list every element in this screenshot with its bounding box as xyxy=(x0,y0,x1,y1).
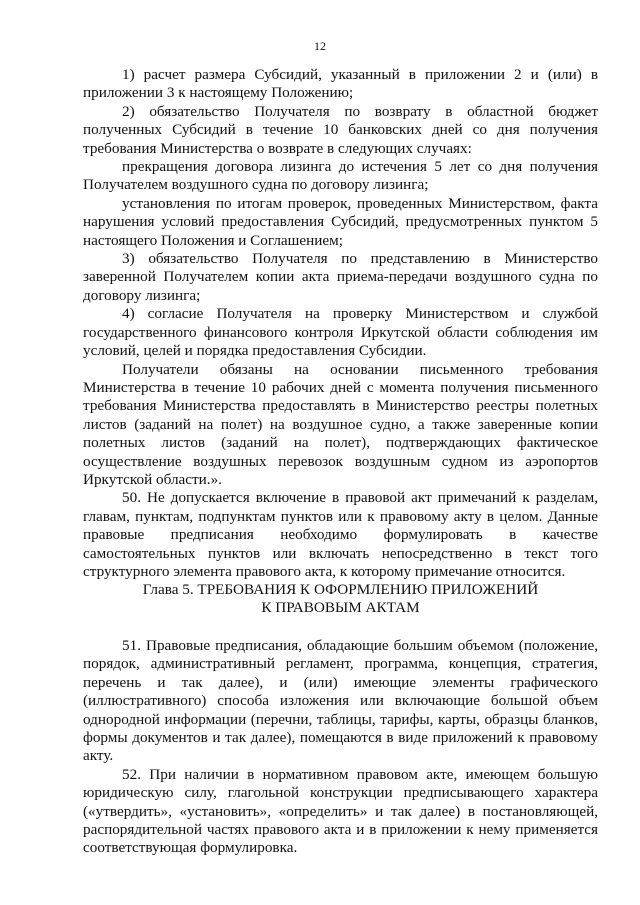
chapter-heading-line-2: К ПРАВОВЫМ АКТАМ xyxy=(261,599,420,617)
paragraph-50: 50. Не допускается включение в правовой акт примечаний к разделам, главам, пунктам, подпунктам пунктов или к правовому акту в целом. Данные правовые предписания необходимо формулировать в качестве самостоятельных пунктов или включать непосредственно в текст того структурного элемента правового акта, к которому примечание относится. xyxy=(83,489,598,580)
paragraph-51: 51. Правовые предписания, обладающие большим объемом (положение, порядок, административный регламент, программа, концепция, стратегия, перечень и так далее), и (или) имеющие элементы графического (иллюстративного) способа изложения или включающие большой объем однородной информации (перечни, таблицы, тарифы, карты, образцы бланков, формы документов и так далее), помещаются в виде приложений к правовому акту. xyxy=(83,637,598,765)
paragraph-52: 52. При наличии в нормативном правовом акте, имеющем большую юридическую силу, глагольной конструкции предписывающего характера («утвердить», «установить», «определить» и так далее) в постановляющей, распорядительной частях правового акта и в приложении к нему применяется соответствующая формулировка. xyxy=(83,765,598,857)
chapter-heading xyxy=(83,581,598,618)
paragraph-recipients-duty: Получатели обязаны на основании письменного требования Министерства в течение 10 рабочих дней с момента получения письменного требования Министерства предоставлять в Министерство реестры полетных листов (заданий на полет) на воздушное судно, а также заверенные копии полетных листов (заданий на полет), подтверждающих фактическое осуществление воздушных перевозок воздушным судном из аэропортов Иркутской области.». xyxy=(83,360,598,488)
chapter-heading-line-1: Глава 5. ТРЕБОВАНИЯ К ОФОРМЛЕНИЮ ПРИЛОЖЕНИЙ xyxy=(142,581,539,598)
paragraph-4-consent: 4) согласие Получателя на проверку Министерством и службой государственного финансового контроля Иркутской области соблюдения им условий, целей и порядка предоставления Субсидии. xyxy=(83,305,598,360)
document-body-top xyxy=(83,66,598,581)
paragraph-3-act-copy: 3) обязательство Получателя по представлению в Министерство заверенной Получателем копии акта приема-передачи воздушного судна по договору лизинга; xyxy=(83,250,598,304)
document-body-bottom xyxy=(83,637,598,858)
paragraph-1-calculation: 1) расчет размера Субсидий, указанный в приложении 2 и (или) в приложении 3 к настоящему Положению; xyxy=(83,66,598,102)
paragraph-lease-termination: прекращения договора лизинга до истечения 5 лет со дня получения Получателем воздушного судна по договору лизинга; xyxy=(83,158,598,194)
page-number: 12 xyxy=(314,39,326,53)
paragraph-2-refund-obligation: 2) обязательство Получателя по возврату в областной бюджет полученных Субсидий в течение 10 банковских дней со дня получения требования Министерства о возврате в следующих случаях: xyxy=(83,102,598,157)
paragraph-violation-established: установления по итогам проверок, проведенных Министерством, факта нарушения условий предоставления Субсидий, предусмотренных пунктом 5 настоящего Положения и Соглашением; xyxy=(83,194,598,249)
